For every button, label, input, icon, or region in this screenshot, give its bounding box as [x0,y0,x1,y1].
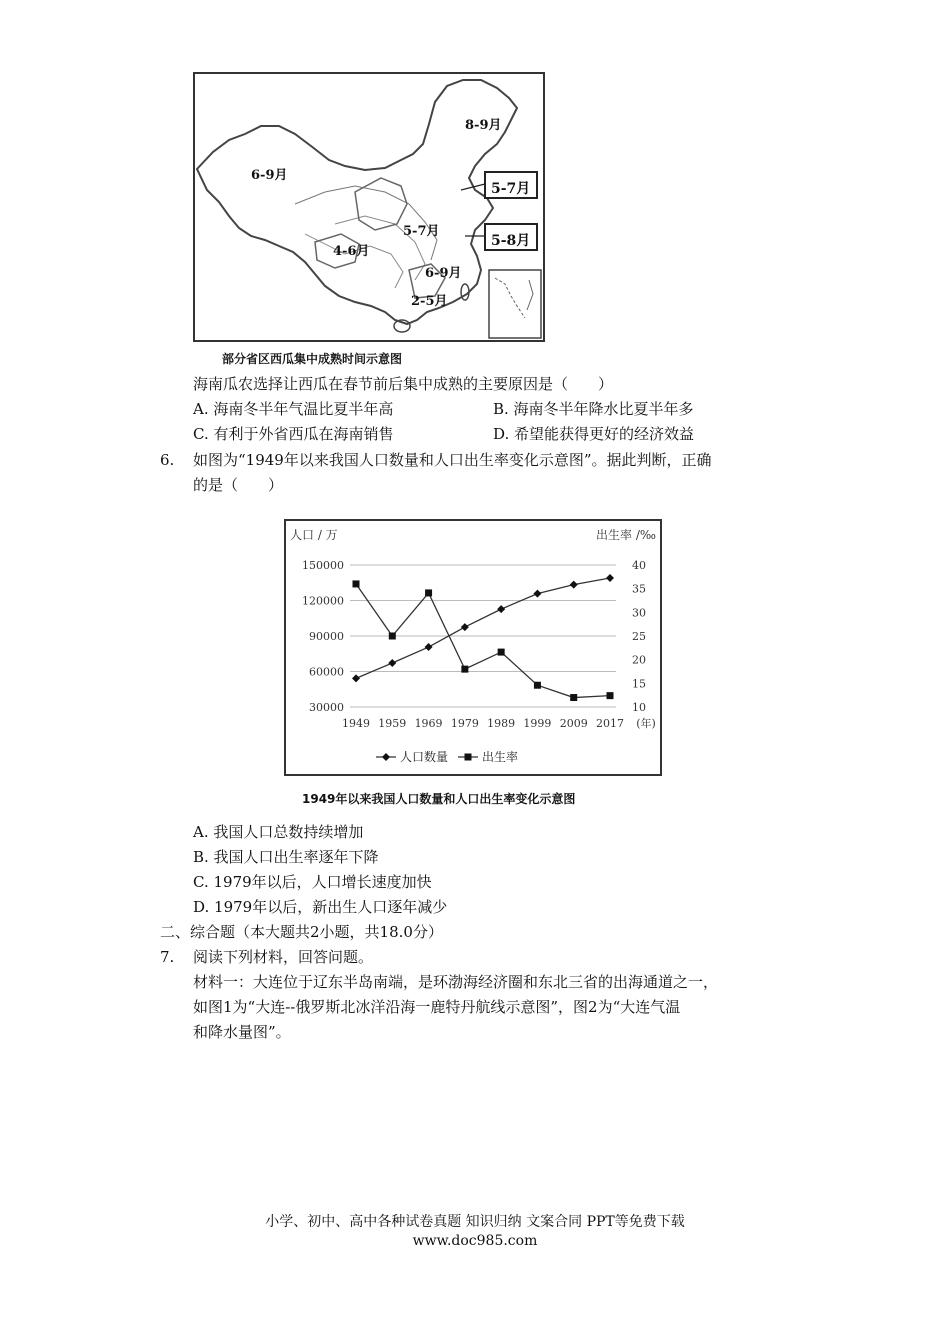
chart-svg [286,521,660,774]
section2-heading: 二、综合题（本大题共2小题，共18.0分） [160,923,443,941]
y-tick-left: 30000 [309,701,344,714]
point-birthrate [461,666,468,673]
point-population [533,590,541,598]
point-population [352,674,360,682]
map-label-box-mid: 5-8月 [491,233,531,249]
point-population [388,659,396,667]
point-population [570,581,578,589]
map-label-hainan-area: 2-5月 [411,294,448,309]
south-sea-inset [489,270,541,338]
map-label-southwest: 4-6月 [333,244,370,259]
q6-option-c: C. 1979年以后，人口增长速度加快 [193,873,432,891]
q6-option-a: A. 我国人口总数持续增加 [193,823,364,841]
map-label-south: 6-9月 [425,266,462,281]
y-tick-right: 30 [632,606,646,620]
map-label-center: 5-7月 [403,224,440,239]
point-birthrate [498,649,505,656]
x-axis-unit: (年) [636,717,656,730]
q6-option-b: B. 我国人口出生率逐年下降 [193,848,379,866]
y-tick-right: 40 [632,559,646,572]
y-tick-right: 25 [632,630,646,643]
legend-marker-population [382,753,390,761]
point-birthrate [425,589,432,596]
y-tick-right: 20 [632,653,646,667]
x-tick: 1959 [378,717,407,730]
q5-option-d: D. 希望能获得更好的经济效益 [493,425,695,443]
footer-link[interactable]: www.doc985.com [412,1233,538,1249]
population-chart [284,519,662,776]
y-axis-left-label: 人口 / 万 [290,528,338,542]
legend-label-birthrate: 出生率 [482,750,519,764]
q7-material1-line1: 材料一：大连位于辽东半岛南端，是环渤海经济圈和东北三省的出海通道之一， [193,973,719,991]
q5-stem: 海南瓜农选择让西瓜在春节前后集中成熟的主要原因是（ ） [193,375,614,393]
map-label-box-top: 5-7月 [491,181,531,197]
x-tick: 1969 [414,717,443,730]
point-birthrate [389,633,396,640]
x-tick: 1989 [487,717,516,730]
point-population [497,605,505,613]
x-tick: 1999 [523,717,552,730]
q6-stem-line2: 的是（ ） [193,476,284,494]
q7-material1-line2: 如图1为“大连--俄罗斯北冰洋沿海一鹿特丹航线示意图”，图2为“大连气温 [193,998,681,1016]
q5-option-c: C. 有利于外省西瓜在海南销售 [193,425,394,443]
legend-marker-birthrate [465,754,472,761]
map-label-west: 6-9月 [251,168,288,183]
map-label-northeast: 8-9月 [465,118,502,133]
x-tick: 2009 [559,717,588,730]
q6-stem-line1: 如图为“1949年以来我国人口数量和人口出生率变化示意图”。据此判断，正确 [193,451,712,469]
point-birthrate [570,694,577,701]
q6-number: 6. [160,451,175,469]
y-tick-right: 10 [632,701,646,714]
q5-option-a: A. 海南冬半年气温比夏半年高 [193,400,394,418]
point-population [425,643,433,651]
x-tick: 1949 [342,717,370,730]
q7-material1-line3: 和降水量图”。 [193,1023,291,1041]
point-birthrate [534,682,541,689]
point-birthrate [607,692,614,699]
x-tick: 2017 [596,717,624,730]
y-tick-right: 35 [632,582,646,596]
point-population [461,623,469,631]
y-tick-left: 120000 [302,594,344,608]
y-tick-left: 90000 [309,630,344,643]
y-tick-left: 150000 [302,559,344,572]
q7-stem: 阅读下列材料，回答问题。 [193,948,374,966]
y-tick-right: 15 [632,677,646,691]
chart-caption: 1949年以来我国人口数量和人口出生率变化示意图 [302,792,576,806]
q6-option-d: D. 1979年以后，新出生人口逐年减少 [193,898,448,916]
legend-label-population: 人口数量 [400,750,449,764]
q7-number: 7. [160,948,175,966]
map-caption: 部分省区西瓜集中成熟时间示意图 [222,352,403,366]
y-axis-right-label: 出生率 /‰ [596,528,656,542]
point-population [606,574,614,582]
footer-line1: 小学、初中、高中各种试卷真题 知识归纳 文案合同 PPT等免费下载 [265,1214,685,1230]
point-birthrate [353,580,360,587]
y-tick-left: 60000 [309,665,344,679]
map-figure [193,72,545,342]
q5-option-b: B. 海南冬半年降水比夏半年多 [493,400,694,418]
x-tick: 1979 [450,717,479,730]
